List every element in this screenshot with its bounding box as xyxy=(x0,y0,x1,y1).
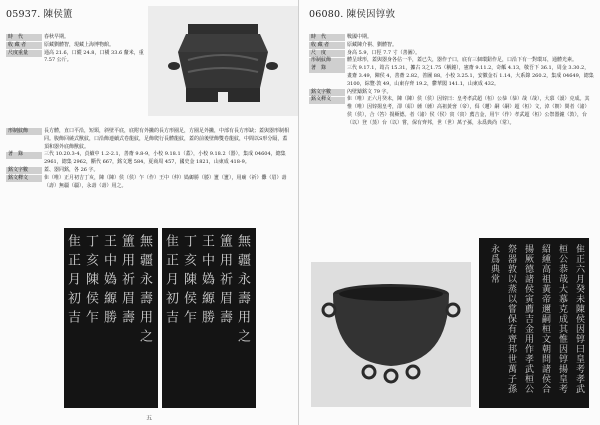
entry-metadata-wide xyxy=(6,128,292,190)
page-number: 五 xyxy=(146,415,153,422)
meta-value: 三代 10.20.3-4，貞續中 1.2-2.1，善齋 9.8-9，小校 9.18.1（蓋），小校 9.18.2（器），集成 04604，總集 2961，總集 2962，斷代 667，銘文選 584，夏商周 457，國史金 1821，山東成 418-9。 xyxy=(44,151,286,166)
rubbing-column: 永爲典常 xyxy=(489,244,499,284)
meta-row xyxy=(309,96,594,127)
entry-metadata xyxy=(309,34,594,128)
meta-label: 著 錄 xyxy=(6,152,42,159)
vessel-photo-fu xyxy=(148,6,298,116)
meta-value: 蓋、器同銘，各 26 字。 xyxy=(44,166,99,173)
rubbing-column: 隹正六月癸未陳侯因𬭚曰皇考孝武 xyxy=(574,244,584,394)
meta-value: 隹（唯）正六月癸未，陳（陳）侯（侯）因𬭚曰：皇考孝武超（桓）公恭（恭）哉（哉），大慕（謨）克成。其惟（唯）因𬭚揚皇考，卲（紹）緟（緟）高祖黃啻（帝），佴（邇）嗣（嗣）超（桓）文，淖（朝）問者（諸）侯（侯），合（答）揚厥德。者（諸）侯（侯）寅（寅）薦吉金，用乍（作）孝武超（桓）公祭器鐘（敦），台（以）登（蒸）台（以）嘗，保有齊邦，世（世）萬子孫，永爲典尚（常）。 xyxy=(347,96,590,126)
inscription-rubbing-left xyxy=(64,228,158,408)
rubbing-column: 紹緟高祖黃帝邇嗣桓文朝問諸侯合 xyxy=(540,244,550,394)
bronze-fu-vessel-image xyxy=(148,6,298,116)
meta-row xyxy=(6,42,144,50)
right-page xyxy=(299,0,600,425)
meta-row xyxy=(309,65,594,88)
meta-row xyxy=(309,42,594,50)
meta-label: 銘文釋文 xyxy=(309,97,345,104)
rubbing-column: 丁亥陳侯乍 xyxy=(83,234,98,329)
meta-row xyxy=(6,151,292,167)
entry-title: 06080. 陳侯因𬭚敦 xyxy=(309,9,396,20)
meta-value: 隹（唯）正月初吉丁亥，陳（陳）侯（侯）乍（作）王中（仲）媯縓勝（媵）簠（簠），用廟（祈）釁（眉）壽（壽）無疆（疆），永壽（壽）用之。 xyxy=(44,174,287,189)
rubbing-column: 祭器敦以蒸以嘗保有齊邦世萬子孫 xyxy=(506,244,516,394)
meta-row xyxy=(6,175,292,191)
entry-title: 05937. 陳侯簠 xyxy=(6,9,73,20)
meta-label: 時 代 xyxy=(6,34,42,41)
rubbing-column: 無疆永壽用之 xyxy=(137,234,152,348)
meta-value: 通高 21.6，口縱 24.8，口橫 33.6 釐米，重 7.57 公斤。 xyxy=(44,49,144,64)
rubbing-column: 隹正月初吉 xyxy=(163,234,178,329)
rubbing-column: 丁亥陳侯乍 xyxy=(181,234,196,329)
left-page xyxy=(0,0,299,425)
meta-label: 時 代 xyxy=(309,34,345,41)
meta-row xyxy=(6,167,292,175)
meta-label: 收 藏 者 xyxy=(6,42,42,49)
meta-value: 體呈球形，蓋與器身各佔一半，蓋已失，器作子口，底有三個環鈕作足，口沿下有一對環耳，通體光素。 xyxy=(347,57,578,64)
meta-label: 尺度重量 xyxy=(6,50,42,57)
rubbing-column: 簠用祈眉壽 xyxy=(119,234,134,329)
meta-value: 戰國中期。 xyxy=(347,34,373,40)
meta-row xyxy=(6,50,144,66)
rubbing-column: 桓公恭哉大慕克成其惟因𬭚揚皇考 xyxy=(557,244,567,394)
rubbing-column: 無疆永壽用之 xyxy=(235,234,250,348)
meta-value: 內壁鑄銘文 79 字。 xyxy=(347,88,392,95)
meta-value: 長方體，直口平沿，短頸，斜壁平底，底附有外撇的長方形圈足，方圈足外撇，中部有長方形缺；蓋與器形制相同。腹飾回繞式獸紋，口沿飾連續式卷龍紋，足飾爬行長體龍紋，蓋的前後壁飾雙卷龍紋，中間以S形分隔，蓋頂和器外底飾獸紋。 xyxy=(44,128,290,150)
meta-row xyxy=(309,34,594,42)
rubbing-column: 簠用祈眉壽 xyxy=(217,234,232,329)
rubbing-column: 揚厥德諸侯寅薦吉金用作孝武桓公 xyxy=(523,244,533,394)
rubbing-column: 隹正月初吉 xyxy=(65,234,80,329)
meta-label: 銘文字數 xyxy=(309,89,345,96)
meta-label: 形制紋飾 xyxy=(6,128,42,135)
entry-metadata xyxy=(6,34,144,65)
meta-row xyxy=(6,34,144,42)
vessel-photo-dui xyxy=(311,262,471,407)
meta-label: 收 藏 者 xyxy=(309,42,345,49)
meta-value: 原藏劉體智，現藏上海博物館。 xyxy=(44,41,115,48)
meta-label: 銘文釋文 xyxy=(6,175,42,182)
meta-row xyxy=(6,128,292,151)
meta-value: 身高 5.9，口徑 7.7 寸（善圖）。 xyxy=(347,49,421,56)
meta-value: 春秋早期。 xyxy=(44,34,70,40)
rubbing-column: 王中媯縓勝 xyxy=(199,234,214,329)
meta-label: 銘文字數 xyxy=(6,167,42,174)
meta-label: 著 錄 xyxy=(309,65,345,72)
meta-label: 形制紋飾 xyxy=(309,58,345,65)
meta-value: 原藏陳介祺、劉體智。 xyxy=(347,41,398,48)
bronze-dui-vessel-image xyxy=(311,262,471,407)
rubbing-column: 王中媯縓勝 xyxy=(101,234,116,329)
meta-label: 尺 度 xyxy=(309,50,345,57)
inscription-rubbing-right xyxy=(162,228,256,408)
inscription-rubbing xyxy=(479,238,589,408)
meta-value: 三代 9.17.1，筠古 15.31，攈古 3之1.75（稱鐘），憲齋 9.11.2，奇觚 4.13，敬吾下 36.1，周金 3.30.2，畫齋 3.49，陳侯 4，善齋 2.82，善圖 88，小校 3.25.1，安徽金石 1.14，大系錄 260.2，集成 04649，總集 3100，綜覽·敦 49，山東存齊 19.2，鬱華閣 141.1，山東成 432。 xyxy=(347,65,594,87)
